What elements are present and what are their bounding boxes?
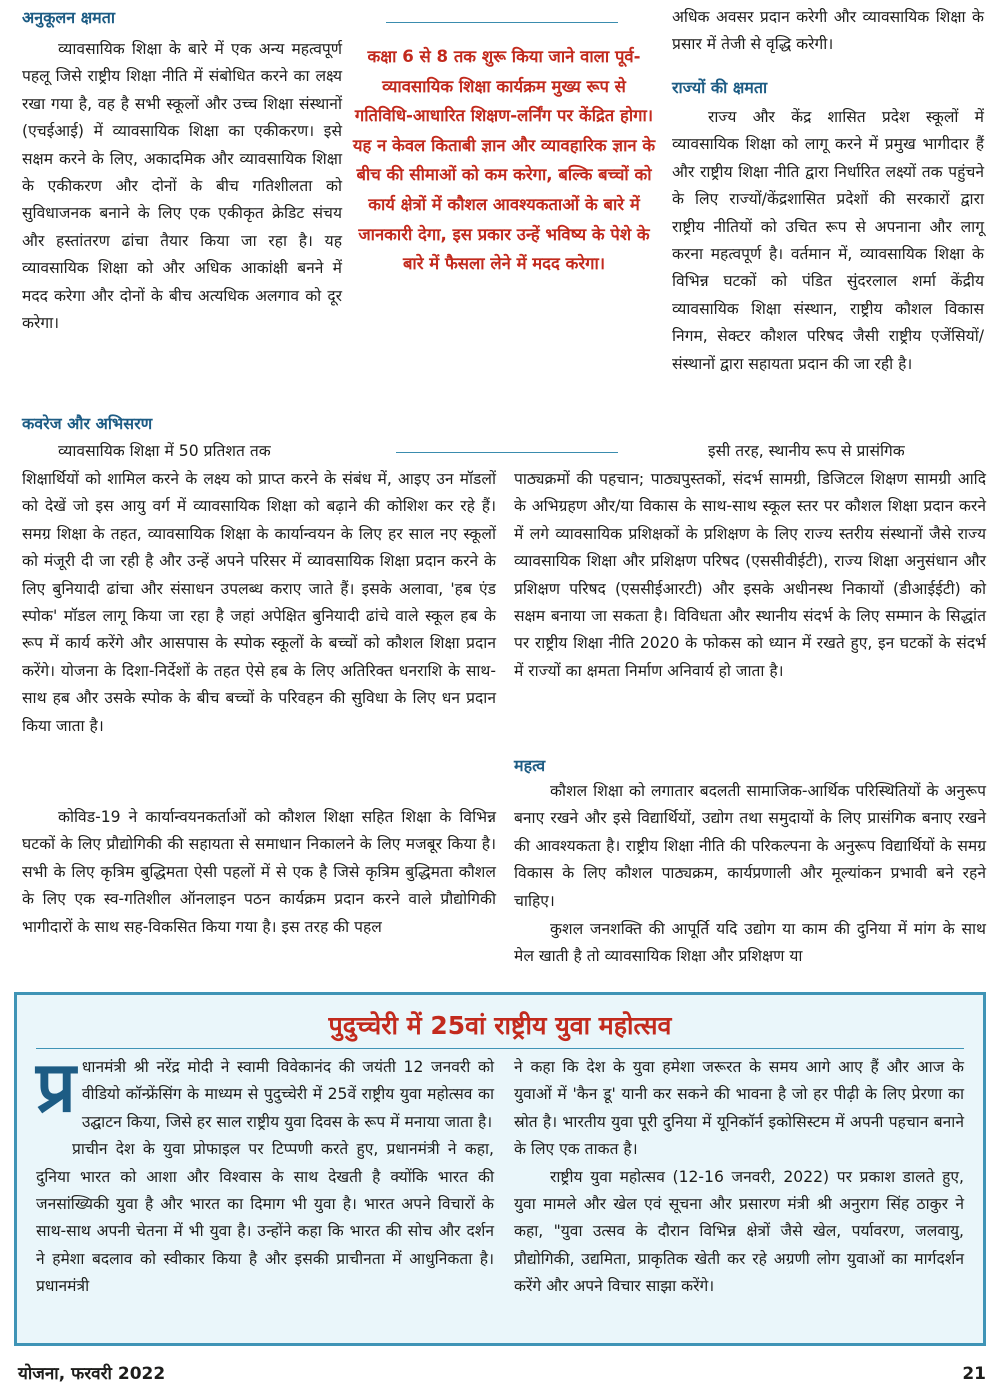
footer-magazine-issue: योजना, फरवरी 2022 [18,1364,166,1384]
paragraph-local-relevance-start: इसी तरह, स्थानीय रूप से प्रासंगिक [708,442,905,460]
paragraph-skilled-workforce: कुशल जनशक्ति की आपूर्ति यदि उद्योग या काम की दुनिया में मांग के साथ मेल खाती है तो व्यावसायिक शिक्षा और प्रशिक्षण या [514,920,986,966]
paragraph-continued-top: अधिक अवसर प्रदान करेगी और व्यावसायिक शिक्षा के प्रसार में तेजी से वृद्धि करेगी। [672,8,984,54]
box-left-paragraph-1 [36,1046,494,1136]
drop-cap: प्र [36,1046,76,1128]
paragraph-state-capacity: राज्य और केंद्र शासित प्रदेश स्कूलों में व्यावसायिक शिक्षा को लागू करने में प्रमुख भागीदार हैं और राष्ट्रीय शिक्षा नीति द्वारा निर्धारित लक्ष्यों तक पहुंचने के लिए राज्यों/केंद्रशासित प्रदेशों की सरकारों द्वारा राष्ट्रीय नीतियों को उचित रूप से अपनाना और लागू करना महत्वपूर्ण है। वर्तमान में, व्यावसायिक शिक्षा के विभिन्न घटकों को पंडित सुंदरलाल शर्मा केंद्रीय व्यावसायिक शिक्षा संस्थान, राष्ट्रीय कौशल विकास निगम, सेक्टर कौशल परिषद जैसी राष्ट्रीय एजेंसियों/ संस्थानों द्वारा सहायता प्रदान की जा रही है। [672,108,984,373]
box-title-rule [36,1048,964,1049]
heading-state-capacity: राज्यों की क्षमता [672,78,768,97]
paragraph-adaptability: व्यावसायिक शिक्षा के बारे में एक अन्य महत्वपूर्ण पहलू जिसे राष्ट्रीय शिक्षा नीति में संबोधित करने का लक्ष्य रखा गया है, वह है सभी स्कूलों और उच्च शिक्षा संस्थानों (एचईआई) में व्यावसायिक शिक्षा का एकीकरण। इसे सक्षम करने के लिए, अकादमिक और व्यावसायिक शिक्षा के एकीकरण और दोनों के बीच गतिशीलता को सुविधाजनक बनाने के लिए एक एकीकृत क्रेडिट संचय और हस्तांतरण ढांचा तैयार किया जा रहा है। यह व्यावसायिक शिक्षा को और अधिक आकांक्षी बनने में मदद करेगा और दोनों के बीच अत्यधिक अलगाव को दूर करेगा। [22,40,342,333]
paragraph-hub-spoke: शिक्षार्थियों को शामिल करने के लक्ष्य को प्राप्त करने के संबंध में, आइए उन मॉडलों को देखें जो इस आयु वर्ग में व्यावसायिक शिक्षा को बढ़ाने की कोशिश कर रहे हैं। समग्र शिक्षा के तहत, व्यावसायिक शिक्षा के कार्यान्वयन के लिए हर साल नए स्कूलों को मंजूरी दी जा रही है और उन्हें अपने परिसर में व्यावसायिक शिक्षा प्रदान करने के लिए बुनियादी ढांचा और संसाधन उपलब्ध कराए जाते हैं। इसके अलावा, 'हब एंड स्पोक' मॉडल लागू किया जा रहा है जहां अपेक्षित बुनियादी ढांचे वाले स्कूल हब के रूप में कार्य करेंगे और आसपास के स्पोक स्कूलों के बच्चों को कौशल शिक्षा प्रदान करेंगे। योजना के दिशा-निर्देशों के तहत ऐसे हब के लिए अतिरिक्त धनराशि के साथ-साथ हब और उसके स्पोक के बीच बच्चों के परिवहन की सुविधा के लिए धन प्रदान किया जाता है। [22,470,496,735]
paragraph-importance: कौशल शिक्षा को लगातार बदलती सामाजिक-आर्थिक परिस्थितियों के अनुरूप बनाए रखने और इसे विद्यार्थियों, उद्योग तथा समुदायों के लिए प्रासंगिक बनाए रखने की आवश्यकता है। राष्ट्रीय शिक्षा नीति की परिकल्पना के अनुरूप विद्यार्थियों के समग्र विकास के लिए कौशल पाठ्यक्रम, कार्यप्रणाली और मूल्यांकन प्रभावी बने रहने चाहिए। [514,782,986,910]
quote-top-rule [386,22,618,23]
heading-importance: महत्व [514,756,546,775]
box-right-column [514,1054,964,1301]
box-left-paragraph-2: प्राचीन देश के युवा प्रोफाइल पर टिप्पणी करते हुए, प्रधानमंत्री ने कहा, दुनिया भारत को आशा और विश्वास के साथ देखती है क्योंकि भारत की जनसांख्यिकी युवा है और भारत का दिमाग भी युवा है। भारत अपने विचारों के साथ-साथ अपनी चेतना में भी युवा है। उन्होंने कहा कि भारत की सोच और दर्शन ने हमेशा बदलाव को स्वीकार किया है और इसकी प्राचीनता में आधुनिकता है। प्रधानमंत्री [36,1140,494,1296]
paragraph-covid: कोविड-19 ने कार्यान्वयनकर्ताओं को कौशल शिक्षा सहित शिक्षा के विभिन्न घटकों के लिए प्रौद्योगिकी की सहायता से समाधान निकालने के लिए मजबूर किया है। सभी के लिए कृत्रिम बुद्धिमता ऐसी पहलों में से एक है जिसे कृत्रिम बुद्धिमता कौशल के लिए एक स्व-गतिशील ऑनलाइन पठन कार्यक्रम प्रदान करने वाले प्रौद्योगिकी भागीदारों के साथ सह-विकसित किया गया है। इस तरह की पहल [22,808,496,936]
box-right-paragraph-2: राष्ट्रीय युवा महोत्सव (12-16 जनवरी, 2022) पर प्रकाश डालते हुए, युवा मामले और खेल एवं सूचना और प्रसारण मंत्री श्री अनुराग सिंह ठाकुर ने कहा, "युवा उत्सव के दौरान विभिन्न क्षेत्रों जैसे खेल, पर्यावरण, जलवायु, प्रौद्योगिकी, उद्यमिता, प्राकृतिक खेती कर रहे अग्रणी लोग युवाओं का मार्गदर्शन करेंगे और अपने विचार साझा करेंगे। [514,1167,964,1296]
heading-coverage: कवरेज और अभिसरण [22,414,153,433]
quote-bottom-rule [396,452,618,453]
paragraph-state-institutions: पाठ्यक्रमों की पहचान; पाठ्यपुस्तकों, संदर्भ सामग्री, डिजिटल शिक्षण सामग्री आदि के अभिग्रहण और/या विकास के साथ-साथ स्कूल स्तर पर कौशल शिक्षा प्रदान करने में लगे व्यावसायिक प्रशिक्षकों के प्रशिक्षण के लिए राज्य स्तरीय संस्थानों जैसे राज्य व्यावसायिक शिक्षा और प्रशिक्षण परिषद (एससीवीईटी), राज्य शिक्षा अनुसंधान और प्रशिक्षण परिषद (एससीईआरटी) और इसके अधीनस्थ निकायों (डीआईईटी) को सक्षम बनाया जा सकता है। विविधता और स्थानीय संदर्भ के लिए सम्मान के सिद्धांत पर राष्ट्रीय शिक्षा नीति 2020 के फोकस को ध्यान में रखते हुए, इन घटकों के संदर्भ में राज्यों का क्षमता निर्माण अनिवार्य हो जाता है। [514,470,986,680]
box-title: पुदुच्चेरी में 25वां राष्ट्रीय युवा महोत्सव [328,1011,672,1040]
box-right-paragraph-1: ने कहा कि देश के युवा हमेशा जरूरत के समय आगे आए हैं और आज के युवाओं में 'कैन डू' यानी कर सकने की भावना है जो हर पीढ़ी के लिए प्रेरणा का स्रोत है। भारतीय युवा पूरी दुनिया में यूनिकॉर्न इकोसिस्टम में अपनी पहचान बनाने के लिए एक ताकत है। [514,1058,964,1159]
paragraph-coverage-start: व्यावसायिक शिक्षा में 50 प्रतिशत तक [58,442,271,460]
pull-quote: कक्षा 6 से 8 तक शुरू किया जाने वाला पूर्व-व्यावसायिक शिक्षा कार्यक्रम मुख्य रूप से गतिविधि-आधारित शिक्षण-लर्निंग पर केंद्रित होगा। यह न केवल किताबी ज्ञान और व्यावहारिक ज्ञान के बीच की सीमाओं को कम करेगा, बल्कि बच्चों को कार्य क्षेत्रों में कौशल आवश्यकताओं के बारे में जानकारी देगा, इस प्रकार उन्हें भविष्य के पेशे के बारे में फैसला लेने में मदद करेगा। [352,47,656,274]
heading-adaptability: अनुकूलन क्षमता [22,8,115,27]
footer-page-number: 21 [962,1364,986,1384]
box-left-column [36,1046,494,1301]
box-left-paragraph-1-text: धानमंत्री श्री नरेंद्र मोदी ने स्वामी विवेकानंद की जयंती 12 जनवरी को वीडियो कॉन्फ्रेंसिंग के माध्यम से पुदुच्चेरी में 25वें राष्ट्रीय युवा महोत्सव का उद्घाटन किया, जिसे हर साल राष्ट्रीय युवा दिवस के रूप में मनाया जाता है। [81,1058,494,1131]
